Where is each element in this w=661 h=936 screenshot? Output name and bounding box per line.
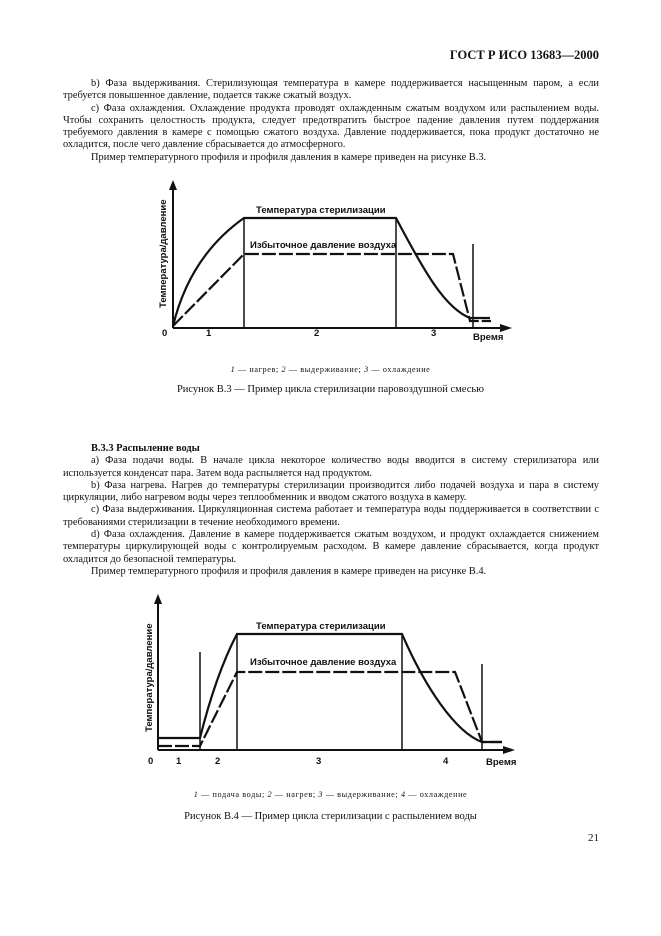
phase-label: 4 [443, 756, 449, 767]
y-axis-label: Температура/давление [158, 199, 169, 308]
page-number: 21 [588, 832, 599, 844]
paragraph-water-supply: а) Фаза подачи воды. В начале цикла некоторое количество воды вводится в систему стерилизатора или используется конденсат пара. Затем вода распыляется над продуктом. [63, 455, 599, 479]
figure-b3-chart [0, 178, 661, 378]
legend-num: 1 [193, 790, 199, 799]
legend-num: 4 [400, 790, 406, 799]
legend-text: — подача воды; [198, 790, 268, 799]
legend-num: 3 [364, 365, 369, 374]
phase-label: 1 [176, 756, 182, 767]
temperature-label: Температура стерилизации [256, 205, 386, 216]
legend-num: 1 [230, 365, 236, 374]
temperature-curve [173, 218, 490, 326]
paragraph-heating: b) Фаза нагрева. Нагрев до температуры стерилизации производится либо подачей воздуха и пара в систему циркуляции, либо нагревом воды через теплообменник и вводом сжатого воздуха в камеру. [63, 479, 599, 504]
y-axis-label: Температура/давление [144, 623, 155, 732]
x-axis-arrow [500, 324, 512, 332]
paragraph-holding-phase: b) Фаза выдерживания. Стерилизующая температура в камере поддерживается насыщенным паром, а если требуется повышенное давление, подается также сжатый воздух. [63, 78, 599, 102]
pressure-curve [173, 254, 491, 326]
origin-label: 0 [148, 756, 154, 767]
figure-b3-caption: Рисунок В.3 — Пример цикла стерилизации паровоздушной смесью [176, 384, 485, 395]
document-header: ГОСТ Р ИСО 13683—2000 [449, 48, 599, 62]
legend-text: — охлаждение [405, 790, 468, 799]
phase-label: 2 [314, 328, 320, 339]
figure-b4-chart [0, 592, 661, 792]
paragraph-figure-b4-ref: Пример температурного профиля и профиля давления в камере приведен на рисунке В.4. [91, 565, 487, 577]
legend-text: — выдерживание; [286, 365, 365, 374]
phase-label: 1 [206, 328, 212, 339]
legend-text: — нагрев; [235, 365, 282, 374]
figure-b4-caption: Рисунок В.4 — Пример цикла стерилизации с распылением воды [184, 811, 477, 822]
figure-b3-legend [0, 365, 661, 374]
pressure-label: Избыточное давление воздуха [250, 657, 397, 668]
x-axis-label: Время [473, 332, 504, 343]
legend-num: 2 [267, 790, 273, 799]
y-axis-arrow [169, 180, 177, 190]
pressure-curve [158, 672, 502, 746]
top-text-block [63, 78, 599, 164]
y-axis-arrow [154, 594, 162, 604]
legend-num: 3 [318, 790, 324, 799]
legend-text: — выдерживание; [323, 790, 401, 799]
legend-text: — охлаждение [368, 365, 431, 374]
temperature-label: Температура стерилизации [256, 621, 386, 632]
paragraph-figure-b3-ref: Пример температурного профиля и профиля давления в камере приведен на рисунке В.3. [91, 151, 487, 163]
origin-label: 0 [162, 328, 168, 339]
paragraph-holding: c) Фаза выдерживания. Циркуляционная система работает и температура воды поддерживается в соответствии с требованиями стерилизации в течение необходимого времени. [63, 504, 599, 528]
paragraph-cooling-phase: c) Фаза охлаждения. Охлаждение продукта проводят охлажденным сжатым воздухом или распылением воды. Чтобы сохранить целостность продукта, следует предотвратить быстрое падение давления путем поддержания требуемого давления в камере с помощью сжатого воздуха. Давление поддерживается, пока продукт достаточно не охладится, после чего давление сбрасывается до атмосферного. [63, 102, 599, 151]
legend-text: — нагрев; [272, 790, 319, 799]
figure-b4-legend [0, 790, 661, 799]
phase-label: 3 [316, 756, 322, 767]
phase-label: 2 [215, 756, 221, 767]
x-axis-arrow [503, 746, 515, 754]
pressure-label: Избыточное давление воздуха [250, 240, 397, 251]
bottom-text-block [63, 443, 599, 578]
section-title: В.3.3 Распыление воды [91, 443, 200, 454]
x-axis-label: Время [486, 757, 517, 768]
phase-label: 3 [431, 328, 437, 339]
legend-num: 2 [281, 365, 287, 374]
paragraph-cooling: d) Фаза охлаждения. Давление в камере поддерживается сжатым воздухом, и продукт охлаждается снижением температуры циркулирующей воды с контролируемым расходом. В камере давление сбрасывается, когда продукт охладится до безопасной температуры. [63, 529, 599, 565]
